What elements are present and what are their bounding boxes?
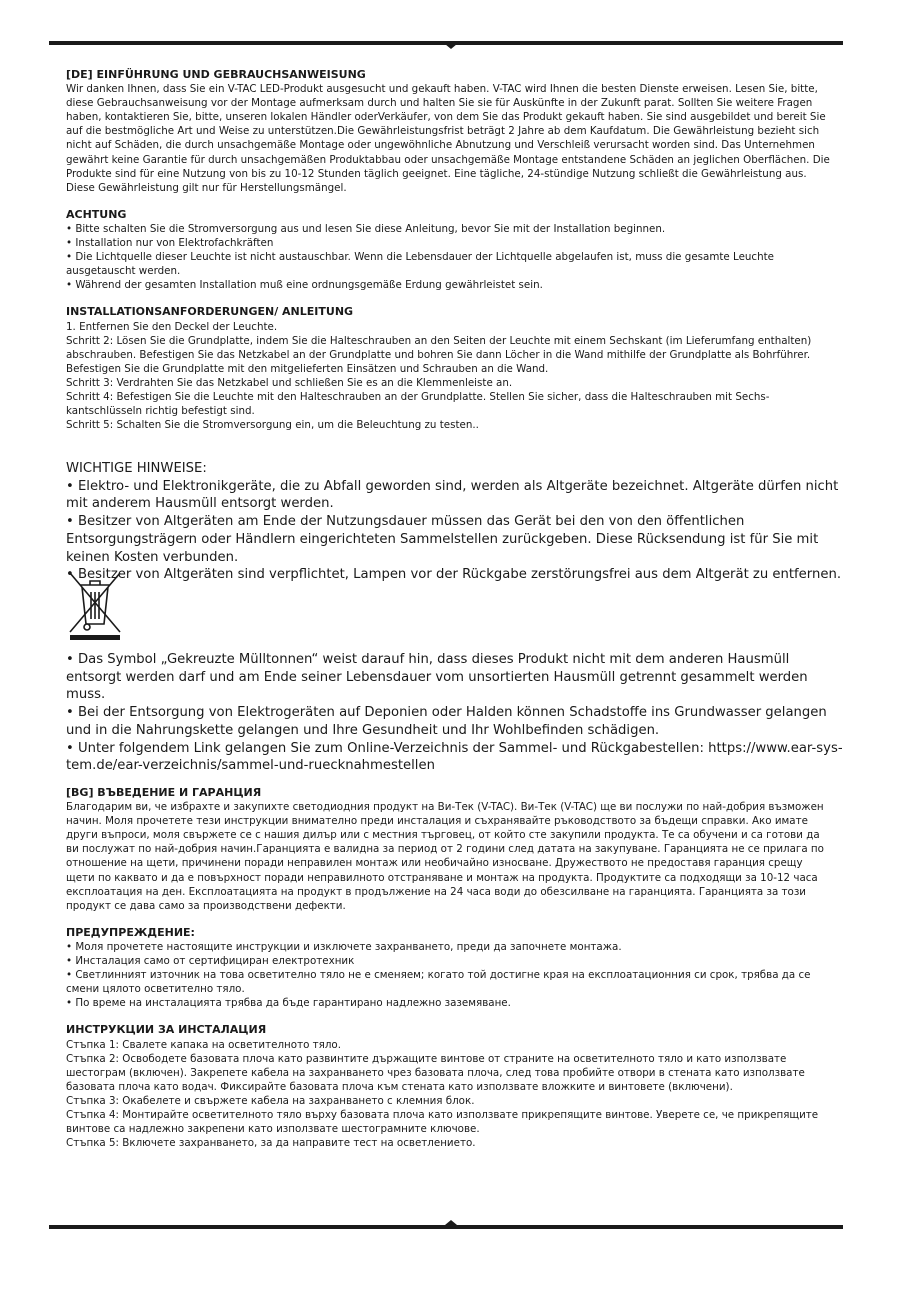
de-warning-item: • Bitte schalten Sie die Stromversorgung aus und lesen Sie diese Anleitung, bevor Sie mit der Installation beginnen.: [66, 222, 666, 235]
de-warning-item: • Während der gesamten Installation muß eine ordnungsgemäße Erdung gewährleistet sein.: [66, 279, 543, 292]
de-notes: [66, 460, 846, 584]
de-warning-heading: ACHTUNG: [66, 207, 127, 221]
bg-heading: [BG] ВЪВЕДЕНИЕ И ГАРАНЦИЯ: [66, 786, 262, 799]
de-warning-item: • Installation nur von Elektrofachkräften: [66, 237, 274, 250]
bg-step: Стъпка 4: Монтирайте осветителното тяло върху базовата плоча като използвате прикрепящите винтове. Уверете се, че прикрепящите винтове са надлежно закрепени като използвате шестограмните ключове.: [66, 1108, 819, 1136]
bottom-divider: [49, 1225, 843, 1229]
de-section: [66, 68, 832, 432]
de-heading: [DE] EINFÜHRUNG UND GEBRAUCHSANWEISUNG: [66, 68, 366, 81]
bg-warning-item: • Светлинният източник на това осветително тяло не е сменяем; когато той достигне края на експлоатационния си срок, трябва да се смени цялото осветително тяло.: [66, 969, 811, 996]
de-note-item: • Besitzer von Altgeräten sind verpflichtet, Lampen vor der Rückgabe zerstörungsfrei aus dem Altgerät zu entfernen.: [66, 567, 842, 583]
crossed-out-wheelie-bin-icon: [66, 570, 124, 642]
bg-step: Стъпка 3: Окабелете и свържете кабела на захранването с клемния блок.: [66, 1094, 475, 1107]
de-symbol-notes: [66, 651, 846, 775]
bg-warning-item: • Моля прочетете настоящите инструкции и изключете захранването, преди да започнете монтажа.: [66, 940, 622, 953]
de-symbol-item: • Unter folgendem Link gelangen Sie zum Online-Verzeichnis der Sammel- und Rückgabestellen: https://www.ear-sys-tem.de/ear-verzeichnis/sammel-und-ruecknahmestellen: [66, 740, 843, 774]
bg-install-heading: ИНСТРУКЦИИ ЗА ИНСТАЛАЦИЯ: [66, 1023, 267, 1037]
bg-warning-heading: ПРЕДУПРЕЖДЕНИЕ:: [66, 925, 195, 939]
bg-intro: Благодарим ви, че избрахте и закупихте светодиодния продукт на Ви-Тек (V-TAC). Ви-Тек (V-TAC) ще ви послужи по най-добрия възможен начин. Моля прочетете тези инструкции внимателно преди инсталация и съхранявайте ръководството за бъдещи справки. Ако имате други въпроси, моля свържете се с нашия дилър или с местния търговец, от който сте закупили продукта. Те са обучени и са готови да ви послужат по най-добрия начин.Гаранцията е валидна за период от 2 години след датата на закупуване. Гаранцията не се прилага по отношение на щети, причинени поради неправилен монтаж или необичайно износване. Дружеството не предоставя гаранция срещу щети по каквато и да е повърхност поради неправилното отстраняване и монтаж на продукта. Продуктите са подходящи за 10-12 часа експлоатация на ден. Експлоатацията на продукт в продължение на 24 часа води до обезсилване на гаранцията. Гаранцията за този продукт се дава само за производствени дефекти.: [66, 801, 824, 912]
de-note-item: • Elektro- und Elektronikgeräte, die zu Abfall geworden sind, werden als Altgeräte bezeichnet. Altgeräte dürfen nicht mit anderem Hausmüll entsorgt werden.: [66, 478, 839, 512]
bg-step: Стъпка 1: Свалете капака на осветителното тяло.: [66, 1038, 341, 1051]
de-step: Schritt 3: Verdrahten Sie das Netzkabel und schließen Sie es an die Klemmenleiste an.: [66, 376, 513, 389]
de-intro: Wir danken Ihnen, dass Sie ein V-TAC LED-Produkt ausgesucht und gekauft haben. V-TAC wird Ihnen die besten Dienste erweisen. Lesen Sie, bitte, diese Gebrauchsanweisung vor der Montage aufmerksam durch und halten Sie sie für Auskünfte in der Zukunft parat. Sollten Sie weitere Fragen haben, kontaktieren Sie, bitte, unseren lokalen Händler oderVerkäufer, von dem Sie das Produkt gekauft haben. Sie sind ausgebildet und bereit Sie auf die bestmögliche Art und Weise zu unterstützen.Die Gewährleistungsfrist beträgt 2 Jahre ab dem Kaufdatum. Die Gewährleistung bezieht sich nicht auf Schäden, die durch unsachgemäße Montage oder ungewöhnliche Abnutzung und Verschleiß verursacht worden sind. Das Unternehmen gewährt keine Garantie für durch unsachgemäßen Produktabbau oder unsachgemäße Montage entstandene Schäden an jeglichen Oberflächen. Die Produkte sind für eine Nutzung von bis zu 10-12 Stunden täglich geeignet. Eine tägliche, 24-stündige Nutzung schließt die Gewährleistung aus. Diese Gewährleistung gilt nur für Herstellungsmängel.: [66, 83, 830, 194]
bg-section: [66, 786, 832, 1150]
bg-step: Стъпка 5: Включете захранването, за да направите тест на осветлението.: [66, 1137, 476, 1150]
de-install-heading: INSTALLATIONSANFORDERUNGEN/ ANLEITUNG: [66, 305, 354, 319]
de-symbol-item: • Das Symbol „Gekreuzte Mülltonnen“ weist darauf hin, dass dieses Produkt nicht mit dem anderen Hausmüll entsorgt werden darf und am Ende seiner Lebensdauer vom unsortierten Hausmüll getrennt gesammelt werden muss.: [66, 652, 808, 703]
de-warning-item: • Die Lichtquelle dieser Leuchte ist nicht austauschbar. Wenn die Lebensdauer der Lichtquelle abgelaufen ist, muss die gesamte Leuchte ausgetauscht werden.: [66, 251, 774, 278]
de-step: Schritt 5: Schalten Sie die Stromversorgung ein, um die Beleuchtung zu testen..: [66, 419, 479, 432]
de-symbol-item: • Bei der Entsorgung von Elektrogeräten auf Deponien oder Halden können Schadstoffe ins Grundwasser gelangen und in die Nahrungskette gelangen und Ihre Gesundheit und Ihr Wohlbefinden schädigen.: [66, 705, 827, 738]
bg-warning-item: • По време на инсталацията трябва да бъде гарантирано надлежно заземяване.: [66, 997, 511, 1010]
de-step: Schritt 4: Befestigen Sie die Leuchte mit den Halteschrauben an der Grundplatte. Stellen Sie sicher, dass die Halteschrauben mit Sechs-kantschlüsseln richtig befestigt sind.: [66, 390, 770, 418]
de-note-item: • Besitzer von Altgeräten am Ende der Nutzungsdauer müssen das Gerät bei den von den öffentlichen Entsorgungsträgern oder Händlern eingerichteten Sammelstellen zurückgeben. Diese Rücksendung ist für Sie mit keinen Kosten verbunden.: [66, 514, 819, 565]
de-step: Schritt 2: Lösen Sie die Grundplatte, indem Sie die Halteschrauben an den Seiten der Leuchte mit einem Sechskant (im Lieferumfang enthalten) abschrauben. Befestigen Sie das Netzkabel an der Grundplatte und bohren Sie dann Löcher in die Wand mithilfe der Grundplatte als Bohrführer. Befestigen Sie die Grundplatte mit den mitgelieferten Einsätzen und Schrauben an die Wand.: [66, 334, 812, 375]
top-divider: [49, 41, 843, 45]
bg-warning-item: • Инсталация само от сертифициран електротехник: [66, 955, 355, 968]
de-notes-heading: WICHTIGE HINWEISE:: [66, 461, 207, 476]
bg-step: Стъпка 2: Освободете базовата плоча като развинтите държащите винтове от страните на осветителното тяло и като използвате шестограм (включен). Закрепете кабела на захранването чрез базовата плоча, след това пробийте отвори в стената като използвате базовата плоча като водач. Фиксирайте базовата плоча към стената като използвате вложките и винтовете (включени).: [66, 1052, 805, 1093]
de-step: 1. Entfernen Sie den Deckel der Leuchte.: [66, 320, 278, 333]
